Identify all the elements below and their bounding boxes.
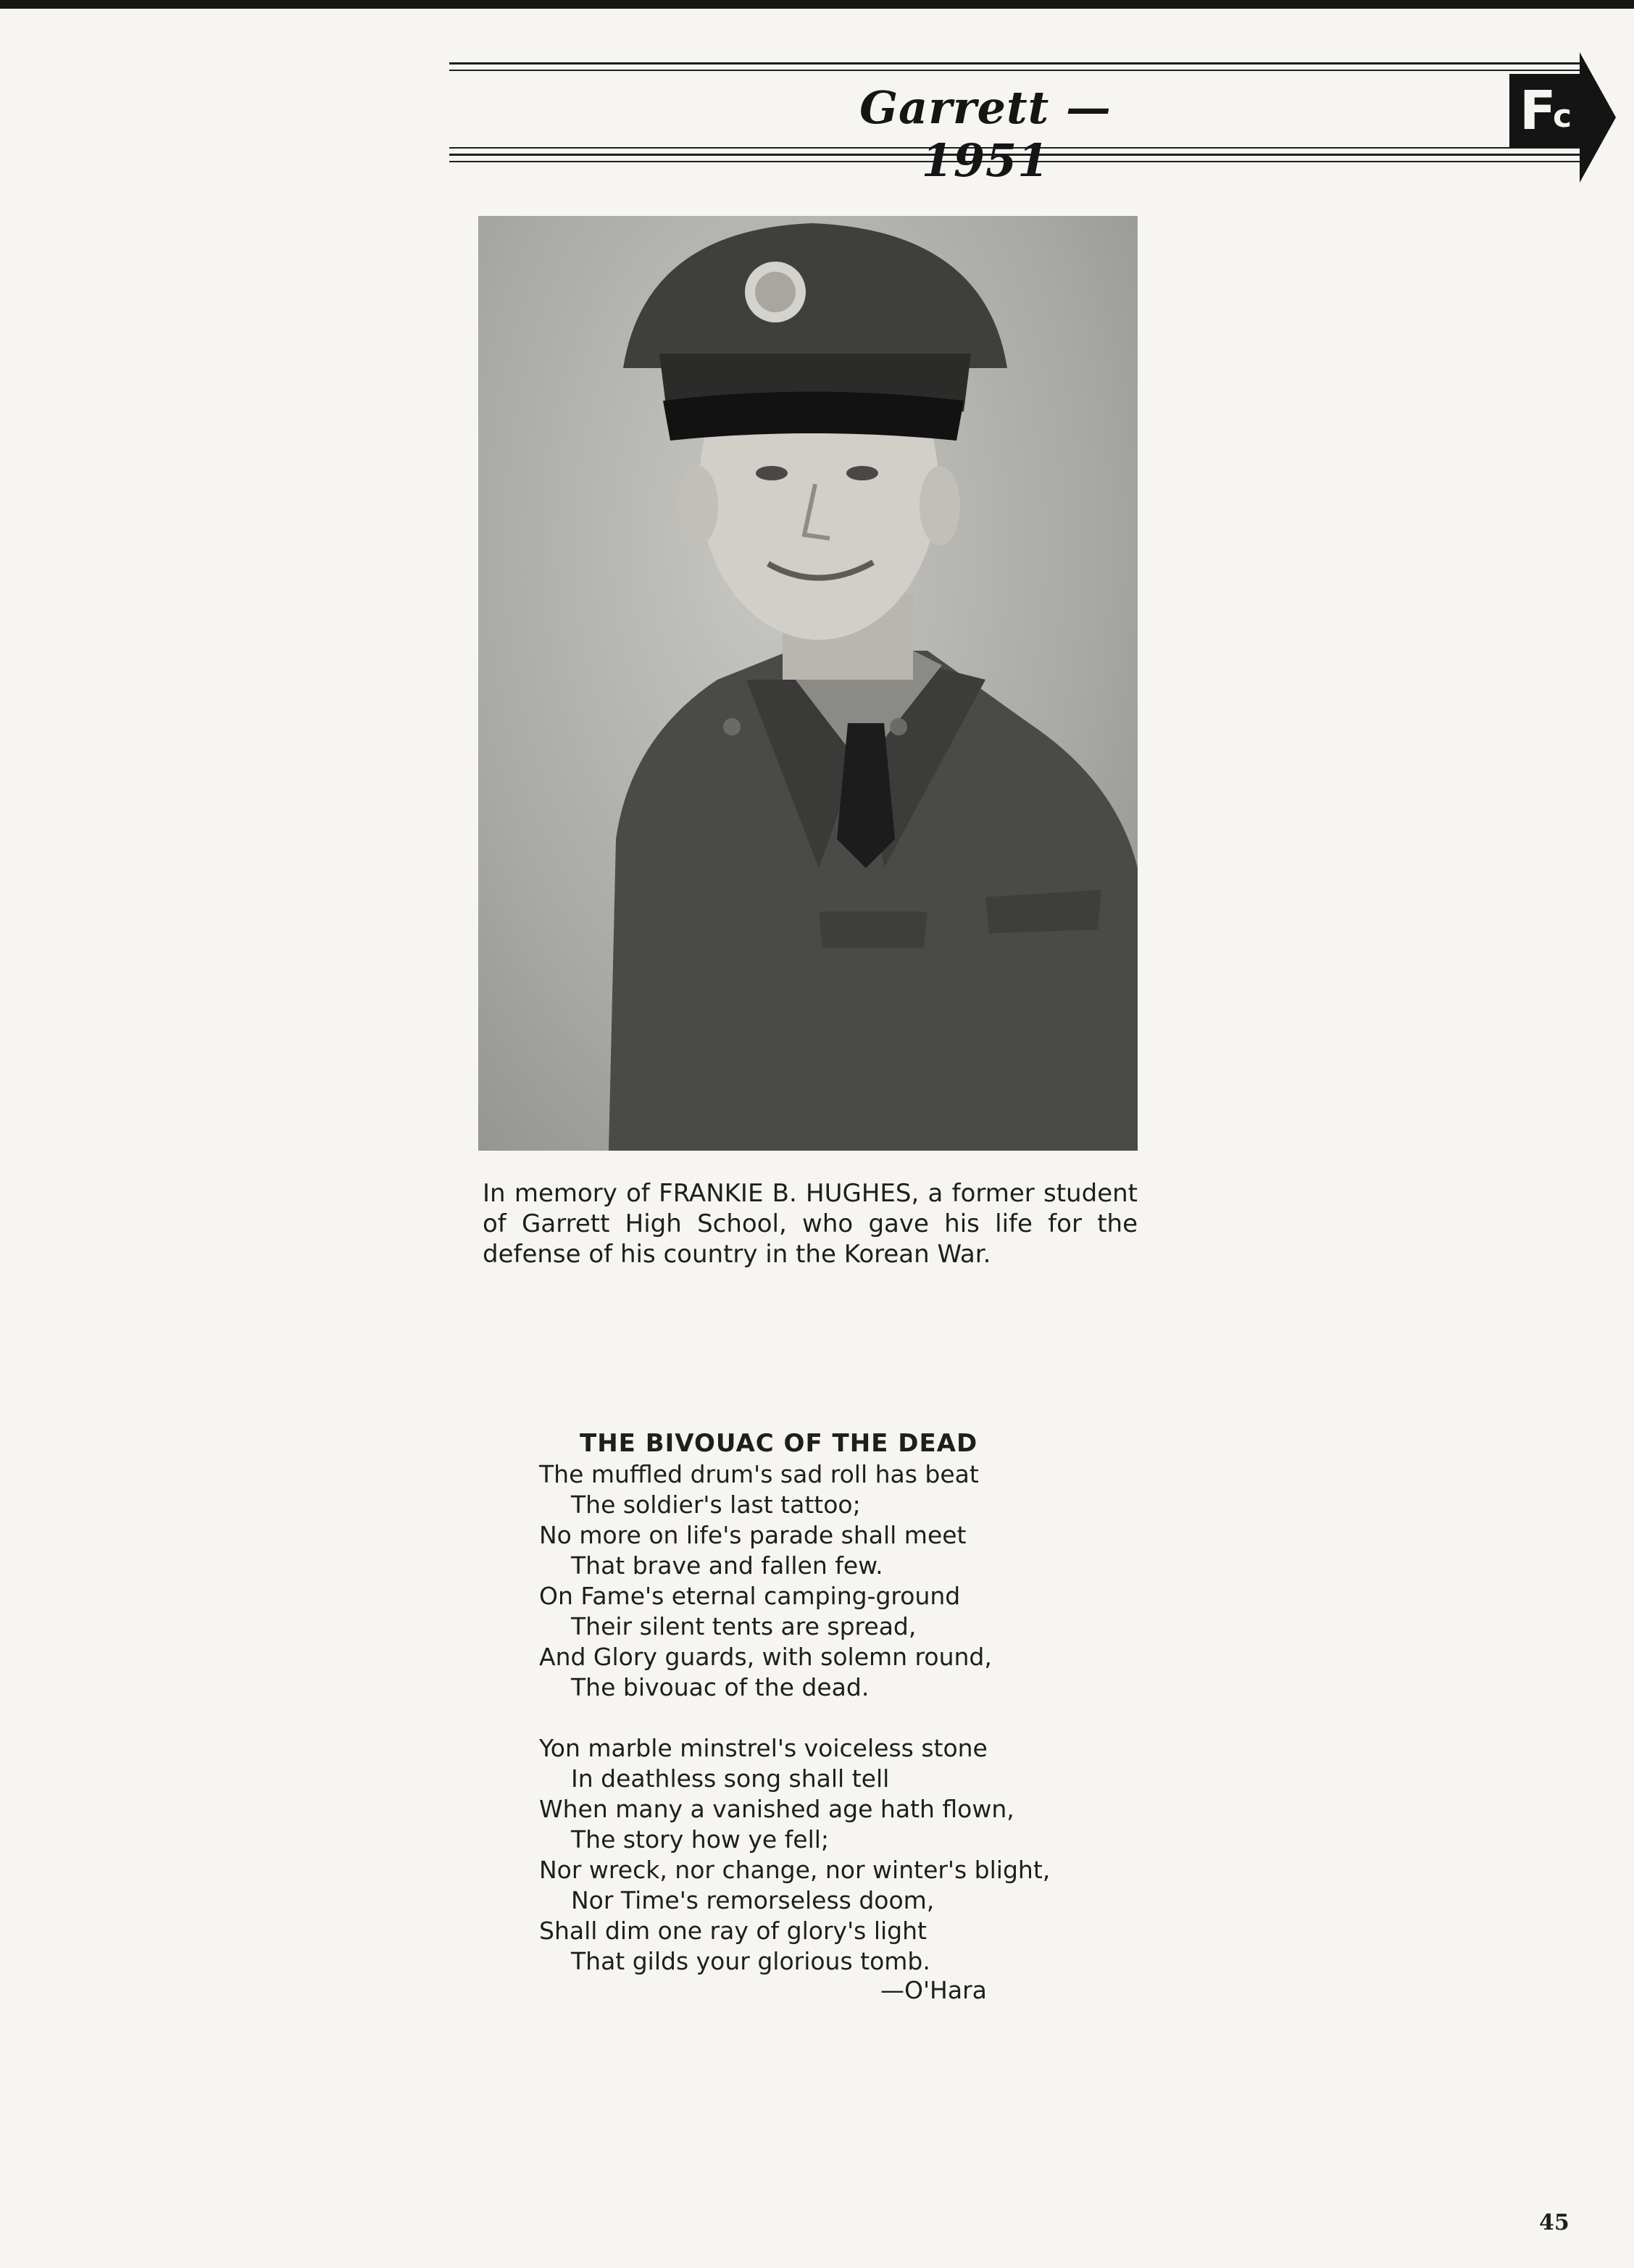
poem-line: Shall dim one ray of glory's light	[539, 1917, 927, 1945]
poem-line: The bivouac of the dead.	[571, 1673, 870, 1701]
memorial-caption: In memory of FRANKIE B. HUGHES, a former student of Garrett High School, who gave his life for the defense of his country in the Korean War.	[483, 1179, 1138, 1269]
poem-line: When many a vanished age hath flown,	[539, 1795, 1014, 1823]
poem-line: That brave and fallen few.	[571, 1551, 883, 1580]
portrait-illustration	[478, 216, 1138, 1151]
header-title: Garrett — 1951	[859, 81, 1112, 187]
poem-line: Nor Time's remorseless doom,	[571, 1886, 935, 1914]
poem	[539, 1427, 1191, 1977]
logo-letter-big: F	[1520, 80, 1556, 142]
poem-line: Nor wreck, nor change, nor winter's blight,	[539, 1856, 1051, 1884]
poem-attribution: —O'Hara	[880, 1976, 987, 2004]
poem-line: And Glory guards, with solemn round,	[539, 1643, 992, 1671]
poem-line: The soldier's last tattoo;	[571, 1491, 861, 1519]
poem-line: In deathless song shall tell	[571, 1764, 890, 1793]
page-number: 45	[1539, 2210, 1570, 2235]
poem-line: The story how ye fell;	[571, 1825, 830, 1854]
poem-line: No more on life's parade shall meet	[539, 1521, 967, 1549]
poem-line: That gilds your glorious tomb.	[571, 1947, 930, 1975]
soldier-portrait-photo	[478, 216, 1138, 1151]
poem-line: Their silent tents are spread,	[571, 1612, 917, 1640]
poem-title: THE BIVOUAC OF THE DEAD	[580, 1429, 978, 1458]
poem-line: On Fame's eternal camping-ground	[539, 1582, 961, 1610]
poem-line: Yon marble minstrel's voiceless stone	[539, 1734, 988, 1762]
logo-badge	[1509, 74, 1589, 148]
logo-letter-small: c	[1553, 98, 1572, 135]
stanza-gap	[539, 1703, 1191, 1733]
poem-line: The muffled drum's sad roll has beat	[539, 1460, 979, 1488]
header-rule-top-1	[449, 62, 1580, 64]
poem-stanza-2	[539, 1733, 1191, 1977]
top-edge-bar	[0, 0, 1634, 9]
header-rule-top-2	[449, 70, 1580, 71]
poem-stanza-1	[539, 1459, 1191, 1703]
